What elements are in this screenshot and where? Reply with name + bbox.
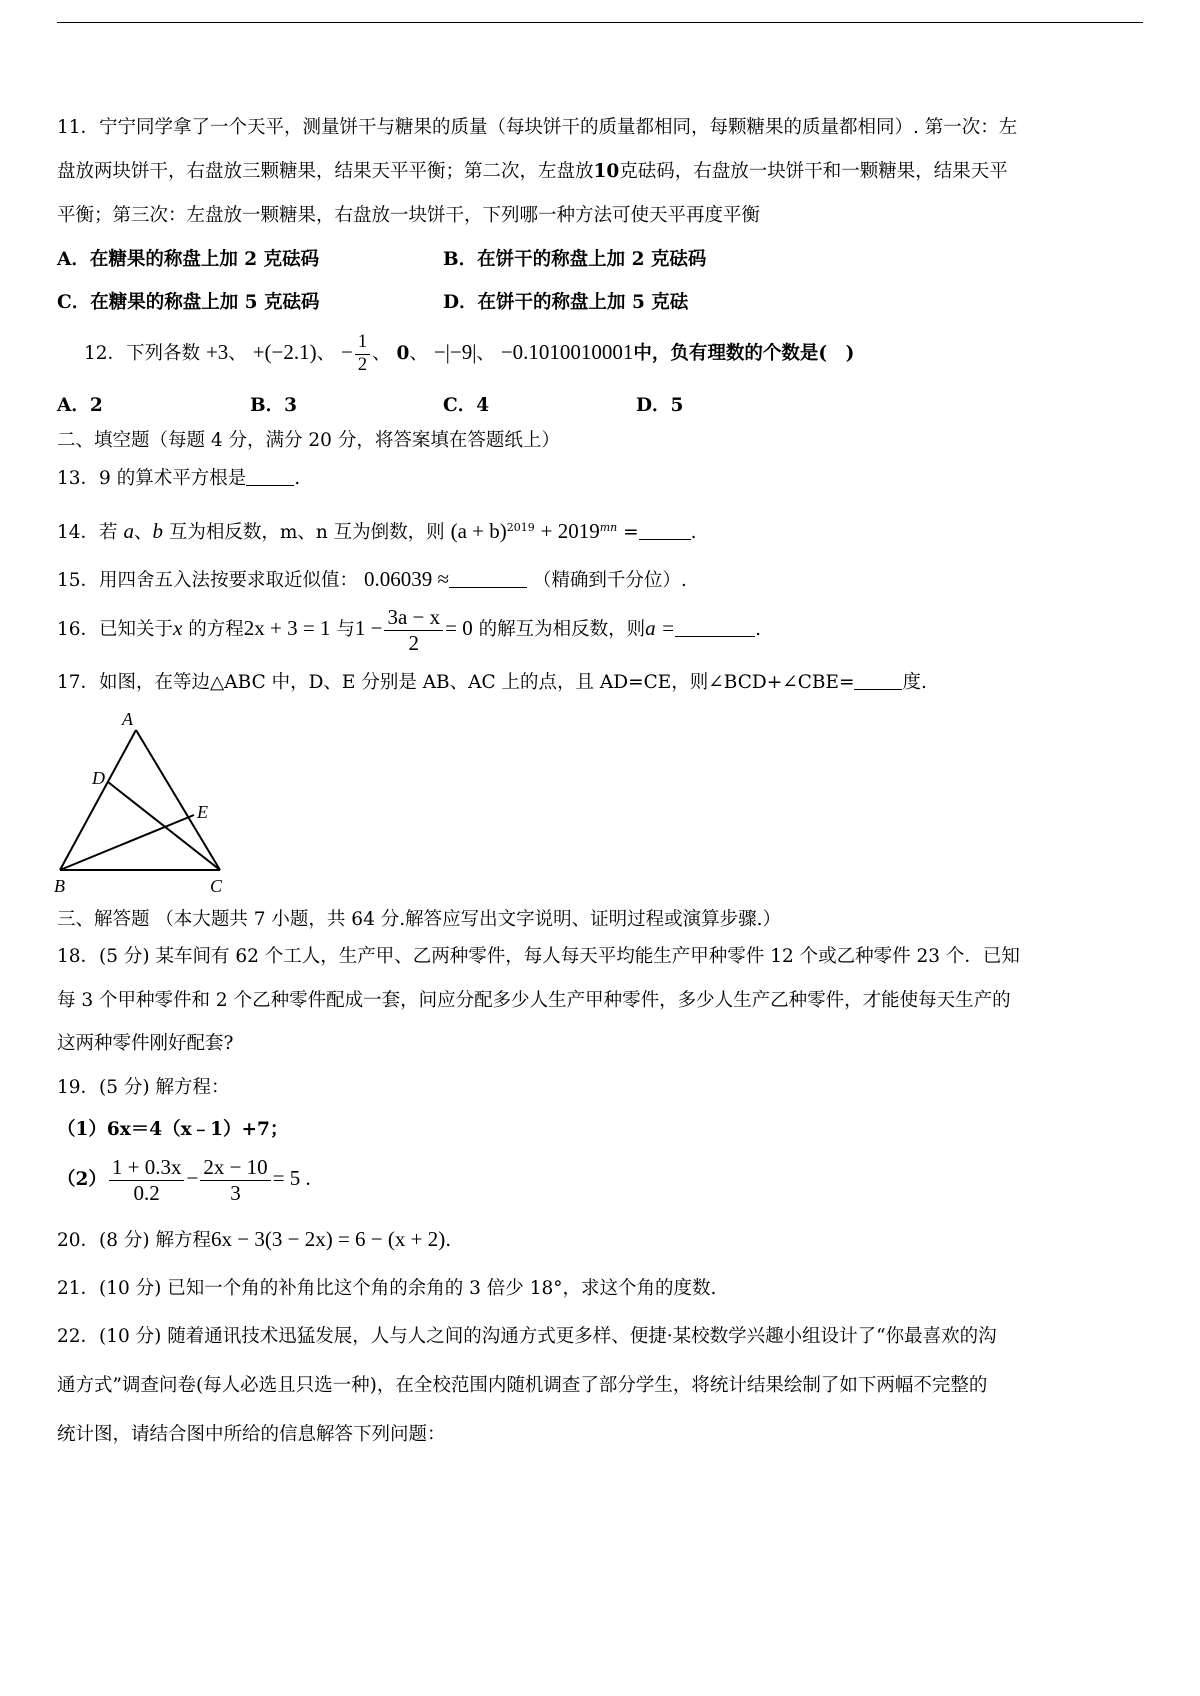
q15-prefix: 15．用四舍五入法按要求取近似值： xyxy=(57,570,359,591)
q19-fraction-1 xyxy=(109,1155,185,1204)
q19-part-2-label: （2） xyxy=(57,1169,107,1190)
q12-number-6: −0.1010010001 xyxy=(500,340,634,364)
label-d: D xyxy=(92,768,105,788)
q14-eq: = xyxy=(623,522,639,544)
q11-text: 克砝码，右盘放一块饼干和一颗糖果，结果天平 xyxy=(619,161,1008,182)
answer-blank[interactable] xyxy=(449,567,527,588)
fraction-denominator: 0.2 xyxy=(133,1180,160,1205)
fraction-denominator: 2 xyxy=(357,354,368,375)
q14-var-b: b xyxy=(152,519,163,544)
q11-option-b[interactable]: B．在饼干的称盘上加 2 克砝码 xyxy=(443,249,707,270)
q16-eq2-post: = 0 xyxy=(445,616,473,640)
q12-number-5: −|−9| xyxy=(433,340,477,364)
answer-blank[interactable] xyxy=(246,465,294,486)
q17-end: 度. xyxy=(902,672,927,693)
fraction-numerator: 2x − 10 xyxy=(200,1155,270,1180)
section-3-heading: 三、解答题 （本大题共 7 小题，共 64 分.解答应写出文字说明、证明过程或演算步骤.） xyxy=(57,909,781,930)
q12-number-3-sign: − xyxy=(341,340,353,364)
q16-prefix: 16．已知关于 xyxy=(57,619,174,640)
q18-line2: 每 3 个甲种零件和 2 个乙种零件配成一套，问应分配多少人生产甲种零件，多少人生产乙种零件，才能使每天生产的 xyxy=(57,990,1011,1011)
q16 xyxy=(57,604,761,655)
q12-stem xyxy=(84,330,854,376)
q19-title: 19．(5 分) 解方程： xyxy=(57,1077,230,1098)
separator: 、 xyxy=(316,343,336,364)
fraction-numerator: 3a − x xyxy=(384,605,443,630)
fraction-denominator: 3 xyxy=(230,1180,241,1205)
label-a: A xyxy=(122,710,133,729)
separator: 、 xyxy=(133,522,153,544)
q19-part-1: （1）6x＝4（x﹣1）+7； xyxy=(57,1119,289,1140)
q19-minus: − xyxy=(186,1166,199,1190)
q22-line1: 22．(10 分) 随着通讯技术迅猛发展，人与人之间的沟通方式更多样、便捷·某校数学兴趣小组设计了“你最喜欢的沟 xyxy=(57,1326,997,1347)
q11-line1: 11．宁宁同学拿了一个天平，测量饼干与糖果的质量（每块饼干的质量都相同，每颗糖果的质量都相同）. 第一次：左 xyxy=(57,117,1018,138)
q15-expr: 0.06039 ≈ xyxy=(363,567,449,591)
separator: 、 xyxy=(372,343,391,364)
q19-end: = 5 . xyxy=(272,1166,311,1190)
q14-prefix: 14．若 xyxy=(57,522,118,544)
fraction-numerator: 1 + 0.3x xyxy=(109,1155,185,1180)
q16-mid3: 的解互为相反数，则 xyxy=(478,619,646,640)
q11-number: 10 xyxy=(593,161,620,182)
q16-a-eq: a = xyxy=(645,616,676,640)
q11-option-c[interactable]: C．在糖果的称盘上加 5 克砝码 xyxy=(57,292,320,313)
fraction-denominator: 2 xyxy=(408,630,420,655)
label-b: B xyxy=(54,876,65,896)
label-c: C xyxy=(210,876,223,896)
q18-line1: 18．(5 分) 某车间有 62 个工人，生产甲、乙两种零件，每人每天平均能生产甲种零件 12 个或乙种零件 23 个．已知 xyxy=(57,946,1020,967)
q11-options-ab xyxy=(57,247,706,273)
q20-end: . xyxy=(445,1230,452,1251)
fraction-numerator: 1 xyxy=(355,332,370,354)
q11-options-cd xyxy=(57,290,688,316)
q18-line3: 这两种零件刚好配套? xyxy=(57,1033,234,1054)
side-ac xyxy=(136,730,220,870)
q12-number-1: +3 xyxy=(205,340,229,364)
q14 xyxy=(57,510,697,551)
triangle-figure xyxy=(50,710,240,900)
q16-mid2: 与 xyxy=(336,619,355,640)
q11-option-a[interactable]: A．在糖果的称盘上加 2 克砝码 xyxy=(57,249,320,270)
q15-suffix: （精确到千分位）. xyxy=(532,570,687,591)
q12-prefix: 12．下列各数 xyxy=(84,343,201,364)
q11-line2 xyxy=(57,159,1008,185)
section-2-heading: 二、填空题（每题 4 分，满分 20 分，将答案填在答题纸上） xyxy=(57,430,560,451)
separator: 、 xyxy=(409,343,428,364)
q20-prefix: 20．(8 分) 解方程 xyxy=(57,1230,212,1251)
separator: 、 xyxy=(228,343,247,364)
q20 xyxy=(57,1223,451,1257)
separator: 、 xyxy=(476,343,495,364)
q16-var-x: x xyxy=(173,616,183,640)
q16-equation-1: 2x + 3 = 1 xyxy=(243,616,331,640)
segment-be xyxy=(60,815,194,870)
q14-exponent-2: mn xyxy=(599,521,618,534)
q16-fraction xyxy=(384,605,443,654)
q16-eq2-pre: 1 − xyxy=(354,616,383,640)
q13-end: . xyxy=(294,468,301,489)
q16-mid1: 的方程 xyxy=(188,619,244,640)
q17 xyxy=(57,669,927,696)
q12-fraction xyxy=(355,332,370,376)
q17-text: 17．如图，在等边△ABC 中，D、E 分别是 AB、AC 上的点，且 AD=CE，则∠BCD+∠CBE= xyxy=(57,672,855,693)
q12-option-b[interactable]: B．3 xyxy=(250,395,298,416)
q12-options xyxy=(57,393,683,419)
q14-expr-base: (a + b) xyxy=(450,519,507,544)
q12-option-d[interactable]: D．5 xyxy=(636,395,684,416)
q14-var-a: a xyxy=(123,519,134,544)
q11-text: 盘放两块饼干，右盘放三颗糖果，结果天平平衡；第二次，左盘放 xyxy=(57,161,594,182)
answer-blank[interactable] xyxy=(639,519,691,540)
q14-end: . xyxy=(690,522,697,544)
q22-line3: 统计图，请结合图中所给的信息解答下列问题： xyxy=(57,1424,446,1445)
q14-mid: 互为相反数，m、n 互为倒数，则 xyxy=(168,522,445,544)
q13 xyxy=(57,465,300,492)
q20-equation: 6x − 3(3 − 2x) = 6 − (x + 2) xyxy=(211,1227,446,1251)
answer-blank[interactable] xyxy=(854,669,902,690)
q15 xyxy=(57,566,687,594)
q11-line3: 平衡；第三次：左盘放一颗糖果，右盘放一块饼干，下列哪一种方法可使天平再度平衡 xyxy=(57,205,761,226)
q19-fraction-2 xyxy=(200,1155,270,1204)
answer-blank[interactable] xyxy=(675,616,755,637)
q13-text: 13．9 的算术平方根是 xyxy=(57,468,247,489)
header-rule xyxy=(57,22,1143,23)
q14-plus: + 2019 xyxy=(540,519,600,544)
q12-number-4: 0 xyxy=(396,343,410,364)
q21: 21．(10 分) 已知一个角的补角比这个角的余角的 3 倍少 18°，求这个角的度数. xyxy=(57,1278,717,1299)
segment-cd xyxy=(108,782,220,870)
q12-option-a[interactable]: A．2 xyxy=(57,395,103,416)
q11-option-d[interactable]: D．在饼干的称盘上加 5 克砝 xyxy=(443,292,689,313)
label-e: E xyxy=(197,802,208,822)
side-ab xyxy=(60,730,136,870)
q19-part-2 xyxy=(57,1152,311,1206)
q14-exponent-1: 2019 xyxy=(506,521,535,534)
q12-option-c[interactable]: C．4 xyxy=(443,395,490,416)
q22-line2: 通方式”调查问卷(每人必选且只选一种)，在全校范围内随机调查了部分学生，将统计结果绘制了如下两幅不完整的 xyxy=(57,1375,988,1396)
q16-end: . xyxy=(755,619,761,640)
q12-number-2: +(−2.1) xyxy=(252,340,317,364)
q12-suffix: 中，负有理数的个数是( ) xyxy=(633,343,855,364)
